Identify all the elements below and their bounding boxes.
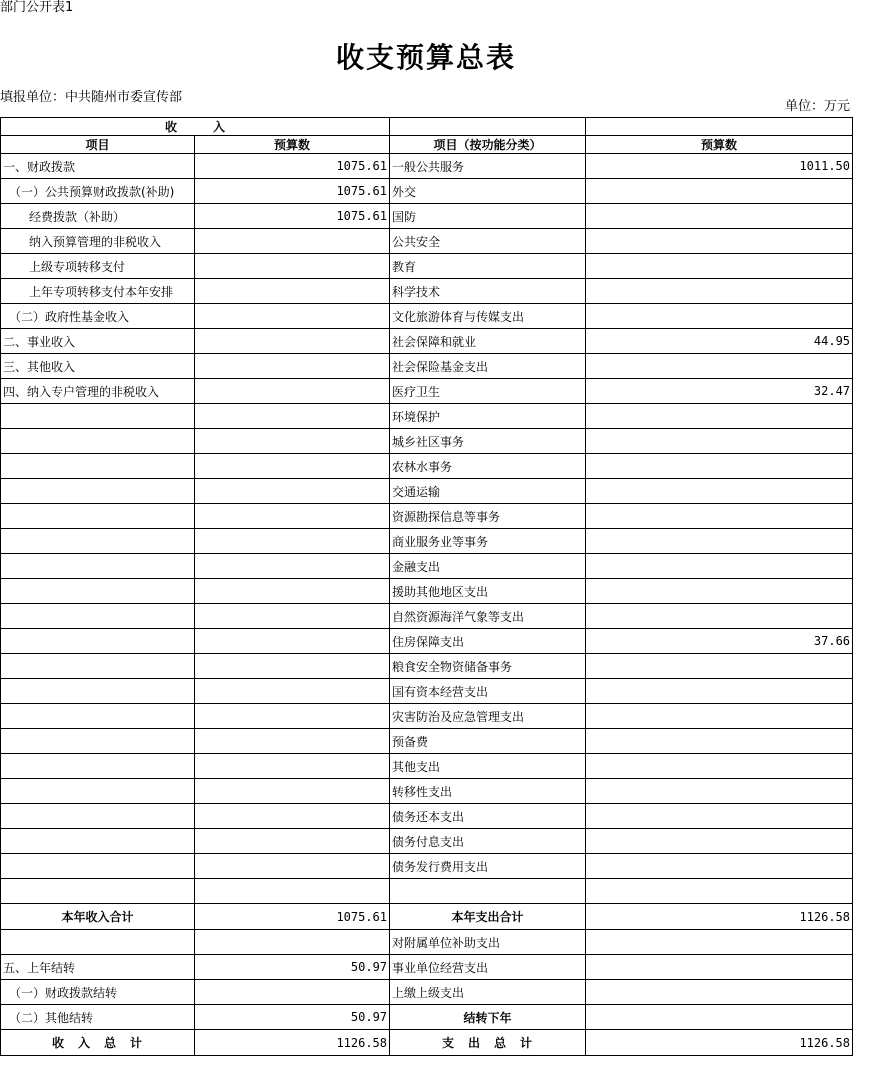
expense-item-cell: 社会保障和就业 <box>390 329 586 354</box>
income-amount-cell <box>195 729 390 754</box>
table-row <box>1 179 853 204</box>
table-row <box>1 629 853 654</box>
expense-item-cell: 医疗卫生 <box>390 379 586 404</box>
income-item-cell <box>1 454 195 479</box>
expense-amount-header: 预算数 <box>586 136 853 154</box>
page-title: 收支预算总表 <box>335 41 516 74</box>
income-item-cell: 上级专项转移支付 <box>1 254 195 279</box>
expense-item-cell: 转移性支出 <box>390 779 586 804</box>
expense-item-cell: 社会保险基金支出 <box>390 354 586 379</box>
expense-amount-cell <box>586 879 853 904</box>
income-item-cell <box>1 879 195 904</box>
income-item-cell: （二）政府性基金收入 <box>1 304 195 329</box>
income-item-cell <box>1 479 195 504</box>
table-row <box>1 329 853 354</box>
expense-amount-cell: 1011.50 <box>586 154 853 179</box>
table-row <box>1 204 853 229</box>
sheet-label: 部门公开表1 <box>0 0 74 15</box>
table-row <box>1 304 853 329</box>
expense-amount-cell <box>586 229 853 254</box>
table-row <box>1 654 853 679</box>
expense-amount-cell <box>586 529 853 554</box>
table-row <box>1 829 853 854</box>
income-item-cell: 经费拨款（补助） <box>1 204 195 229</box>
income-amount-cell <box>195 529 390 554</box>
reporting-unit: 填报单位：中共随州市委宣传部 <box>0 90 183 105</box>
income-amount-cell <box>195 554 390 579</box>
income-item-cell <box>1 829 195 854</box>
table-row <box>1 604 853 629</box>
income-amount-cell <box>195 604 390 629</box>
table-row <box>1 679 853 704</box>
income-item-cell <box>1 854 195 879</box>
expense-item-cell: 国有资本经营支出 <box>390 679 586 704</box>
income-amount-cell: 1075.61 <box>195 204 390 229</box>
year-income-total-value: 1075.61 <box>195 904 390 930</box>
expense-amount-cell <box>586 504 853 529</box>
income-item-cell <box>1 554 195 579</box>
income-amount-cell <box>195 429 390 454</box>
table-row <box>1 930 853 955</box>
expense-amount-cell <box>586 679 853 704</box>
income-amount-cell <box>195 404 390 429</box>
upper-remit-label: 上缴上级支出 <box>390 980 586 1005</box>
expense-item-cell: 公共安全 <box>390 229 586 254</box>
income-item-cell: 一、财政拨款 <box>1 154 195 179</box>
next-carry-label: 结转下年 <box>390 1005 586 1030</box>
empty-cell <box>390 118 586 136</box>
expense-amount-cell <box>586 429 853 454</box>
grand-expense-label: 支 出 总 计 <box>390 1030 586 1056</box>
income-amount-header: 预算数 <box>195 136 390 154</box>
income-amount-cell <box>195 829 390 854</box>
expense-amount-cell <box>586 304 853 329</box>
income-item-cell <box>1 404 195 429</box>
expense-amount-cell <box>586 955 853 980</box>
expense-item-cell: 自然资源海洋气象等支出 <box>390 604 586 629</box>
table-row <box>1 554 853 579</box>
table-row <box>1 779 853 804</box>
expense-item-cell: 环境保护 <box>390 404 586 429</box>
expense-amount-cell <box>586 980 853 1005</box>
expense-item-header: 项目（按功能分类） <box>390 136 586 154</box>
income-item-cell <box>1 754 195 779</box>
expense-item-cell: 城乡社区事务 <box>390 429 586 454</box>
prev-carry-label: 五、上年结转 <box>1 955 195 980</box>
income-item-cell <box>1 654 195 679</box>
expense-amount-cell <box>586 654 853 679</box>
sub-unit-label: 对附属单位补助支出 <box>390 930 586 955</box>
table-row <box>1 704 853 729</box>
expense-item-cell: 文化旅游体育与传媒支出 <box>390 304 586 329</box>
expense-amount-cell <box>586 204 853 229</box>
income-amount-cell <box>195 654 390 679</box>
expense-amount-cell <box>586 254 853 279</box>
expense-amount-cell <box>586 579 853 604</box>
expense-item-cell: 债务还本支出 <box>390 804 586 829</box>
table-row <box>1 729 853 754</box>
table-row <box>1 504 853 529</box>
table-row <box>1 354 853 379</box>
income-amount-cell <box>195 379 390 404</box>
table-row <box>1 980 853 1005</box>
expense-item-cell: 外交 <box>390 179 586 204</box>
income-item-cell <box>1 729 195 754</box>
expense-item-cell: 债务发行费用支出 <box>390 854 586 879</box>
table-row <box>1 479 853 504</box>
expense-item-cell: 国防 <box>390 204 586 229</box>
expense-amount-cell <box>586 454 853 479</box>
expense-item-cell <box>390 879 586 904</box>
expense-amount-cell <box>586 404 853 429</box>
income-amount-cell <box>195 879 390 904</box>
expense-amount-cell <box>586 604 853 629</box>
expense-amount-cell <box>586 804 853 829</box>
table-row <box>1 429 853 454</box>
year-expense-total-label: 本年支出合计 <box>390 904 586 930</box>
income-item-cell <box>1 704 195 729</box>
income-amount-cell <box>195 254 390 279</box>
grand-income-label: 收 入 总 计 <box>1 1030 195 1056</box>
table-row <box>1 879 853 904</box>
table-row <box>1 754 853 779</box>
business-expense-label: 事业单位经营支出 <box>390 955 586 980</box>
expense-item-cell: 资源勘探信息等事务 <box>390 504 586 529</box>
income-item-cell: 纳入预算管理的非税收入 <box>1 229 195 254</box>
table-row <box>1 804 853 829</box>
income-item-cell <box>1 679 195 704</box>
income-item-cell <box>1 804 195 829</box>
income-item-cell: 二、事业收入 <box>1 329 195 354</box>
expense-item-cell: 粮食安全物资储备事务 <box>390 654 586 679</box>
income-amount-cell <box>195 354 390 379</box>
expense-amount-cell <box>586 704 853 729</box>
expense-amount-cell <box>586 279 853 304</box>
income-amount-cell <box>195 479 390 504</box>
expense-amount-cell <box>586 754 853 779</box>
income-item-cell: 三、其他收入 <box>1 354 195 379</box>
expense-item-cell: 科学技术 <box>390 279 586 304</box>
header-group-row <box>1 118 853 136</box>
income-item-cell <box>1 529 195 554</box>
grand-income-value: 1126.58 <box>195 1030 390 1056</box>
income-amount-cell <box>195 329 390 354</box>
table-row <box>1 454 853 479</box>
table-row <box>1 854 853 879</box>
income-item-header: 项目 <box>1 136 195 154</box>
expense-item-cell: 金融支出 <box>390 554 586 579</box>
income-item-cell <box>1 779 195 804</box>
expense-item-cell: 其他支出 <box>390 754 586 779</box>
expense-amount-cell <box>586 779 853 804</box>
table-row <box>1 1005 853 1030</box>
income-amount-cell <box>195 304 390 329</box>
expense-item-cell: 教育 <box>390 254 586 279</box>
grand-total-row <box>1 1030 853 1056</box>
income-amount-cell <box>195 579 390 604</box>
table-row <box>1 955 853 980</box>
other-carry-label: （二）其他结转 <box>1 1005 195 1030</box>
expense-item-cell: 灾害防治及应急管理支出 <box>390 704 586 729</box>
empty-cell <box>586 118 853 136</box>
expense-amount-cell: 44.95 <box>586 329 853 354</box>
income-amount-cell <box>195 779 390 804</box>
income-item-cell <box>1 930 195 955</box>
income-amount-cell: 1075.61 <box>195 154 390 179</box>
expense-item-cell: 农林水事务 <box>390 454 586 479</box>
expense-amount-cell <box>586 829 853 854</box>
year-income-total-label: 本年收入合计 <box>1 904 195 930</box>
table-row <box>1 529 853 554</box>
income-amount-cell <box>195 229 390 254</box>
income-item-cell: 四、纳入专户管理的非税收入 <box>1 379 195 404</box>
income-amount-cell <box>195 980 390 1005</box>
income-amount-cell <box>195 804 390 829</box>
expense-item-cell: 一般公共服务 <box>390 154 586 179</box>
expense-amount-cell <box>586 354 853 379</box>
income-amount-cell <box>195 679 390 704</box>
income-amount-cell <box>195 279 390 304</box>
expense-item-cell: 预备费 <box>390 729 586 754</box>
column-header-row <box>1 136 853 154</box>
income-item-cell: 上年专项转移支付本年安排 <box>1 279 195 304</box>
income-item-cell <box>1 504 195 529</box>
income-amount-cell <box>195 704 390 729</box>
expense-item-cell: 住房保障支出 <box>390 629 586 654</box>
expense-amount-cell <box>586 554 853 579</box>
expense-amount-cell <box>586 1005 853 1030</box>
grand-expense-value: 1126.58 <box>586 1030 853 1056</box>
income-amount-cell <box>195 930 390 955</box>
table-row <box>1 229 853 254</box>
prev-carry-value: 50.97 <box>195 955 390 980</box>
income-item-cell <box>1 579 195 604</box>
table-row <box>1 579 853 604</box>
other-carry-value: 50.97 <box>195 1005 390 1030</box>
expense-item-cell: 援助其他地区支出 <box>390 579 586 604</box>
currency-unit: 单位：万元 <box>784 99 850 114</box>
table-row <box>1 404 853 429</box>
income-amount-cell <box>195 854 390 879</box>
year-expense-total-value: 1126.58 <box>586 904 853 930</box>
table-row <box>1 379 853 404</box>
table-row <box>1 254 853 279</box>
budget-table <box>0 117 853 1056</box>
fiscal-carry-label: （一）财政拨款结转 <box>1 980 195 1005</box>
table-row <box>1 279 853 304</box>
expense-amount-cell <box>586 854 853 879</box>
income-group-header: 收 入 <box>1 118 390 136</box>
expense-amount-cell: 32.47 <box>586 379 853 404</box>
income-amount-cell <box>195 504 390 529</box>
expense-item-cell: 债务付息支出 <box>390 829 586 854</box>
table-row <box>1 154 853 179</box>
expense-amount-cell <box>586 729 853 754</box>
income-item-cell <box>1 604 195 629</box>
income-item-cell <box>1 429 195 454</box>
income-item-cell: （一）公共预算财政拨款(补助) <box>1 179 195 204</box>
income-item-cell <box>1 629 195 654</box>
expense-item-cell: 交通运输 <box>390 479 586 504</box>
income-amount-cell: 1075.61 <box>195 179 390 204</box>
income-amount-cell <box>195 754 390 779</box>
income-amount-cell <box>195 629 390 654</box>
expense-amount-cell <box>586 930 853 955</box>
income-amount-cell <box>195 454 390 479</box>
expense-amount-cell <box>586 179 853 204</box>
expense-item-cell: 商业服务业等事务 <box>390 529 586 554</box>
expense-amount-cell: 37.66 <box>586 629 853 654</box>
year-total-row <box>1 904 853 930</box>
expense-amount-cell <box>586 479 853 504</box>
